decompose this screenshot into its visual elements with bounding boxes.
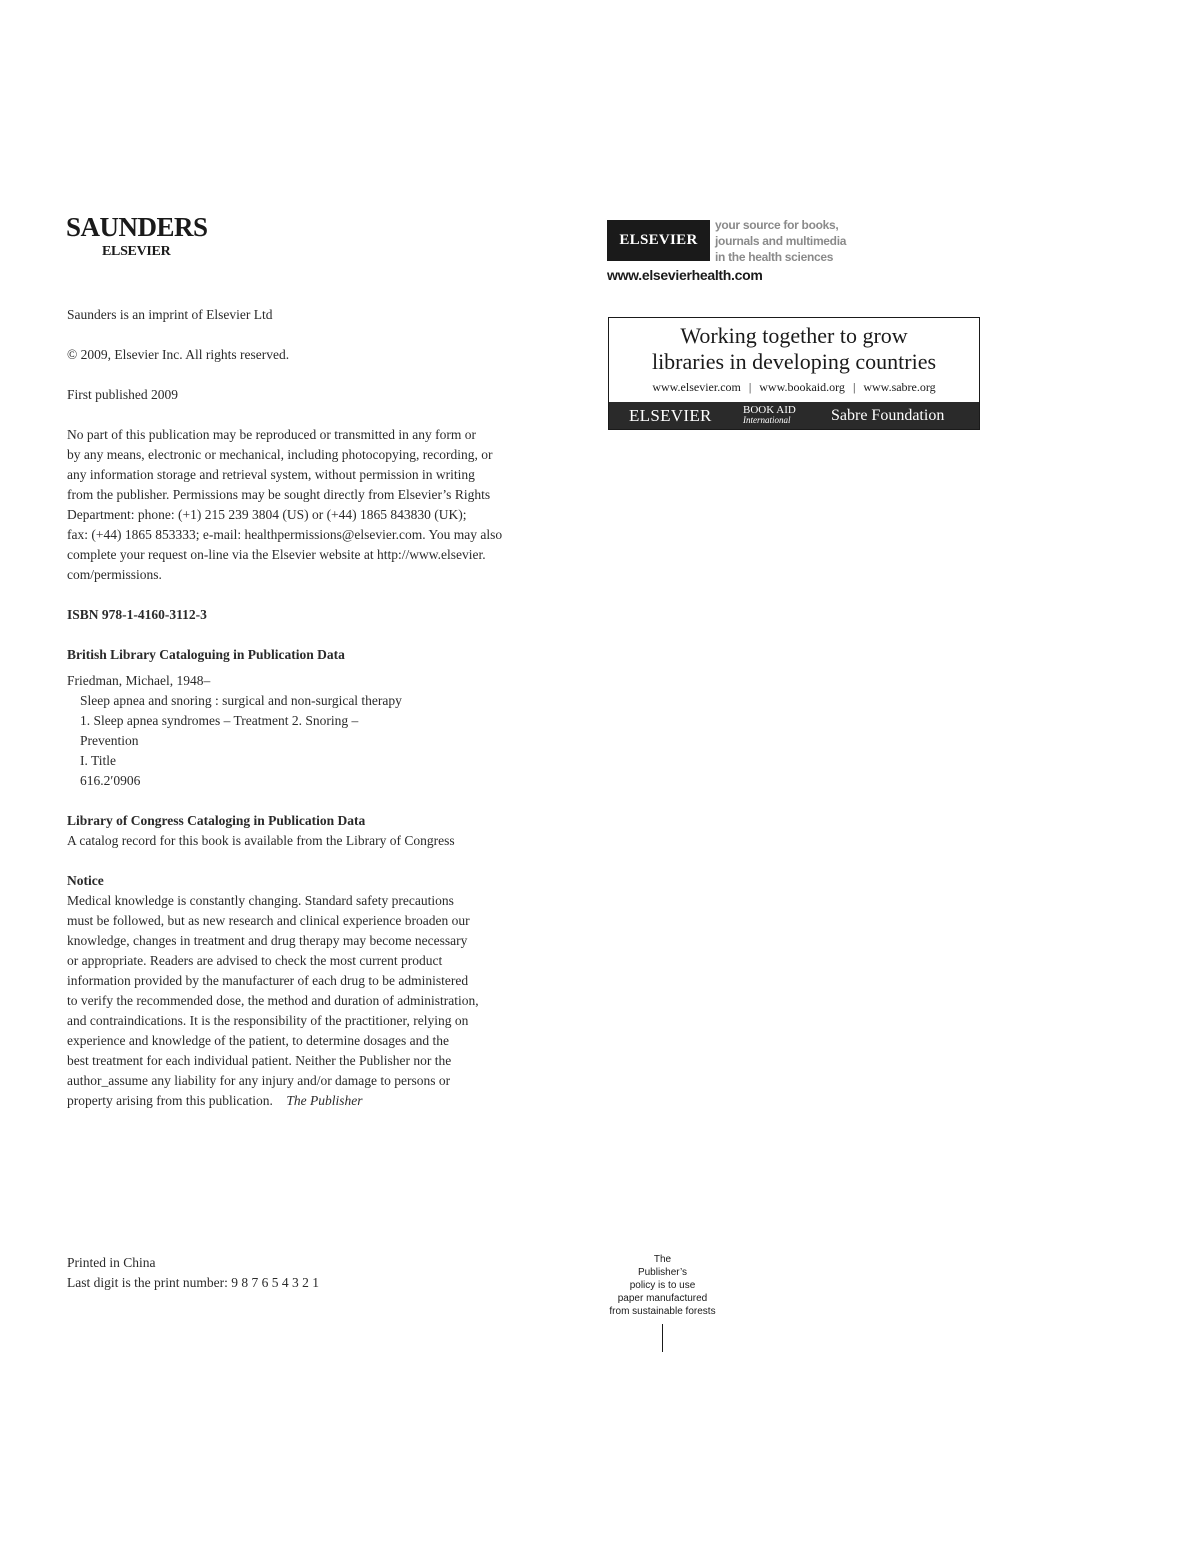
tagline-line: your source for books, — [715, 218, 839, 232]
loc-text: A catalog record for this book is available from the Library of Congress — [67, 833, 455, 848]
isbn: ISBN 978-1-4160-3112-3 — [67, 607, 207, 622]
sponsor-elsevier: ELSEVIER — [629, 405, 712, 425]
copyright-block — [67, 305, 577, 1111]
copyright-line: © 2009, Elsevier Inc. All rights reserved. — [67, 347, 290, 362]
book-aid-title — [609, 323, 979, 375]
notice-final-text: property arising from this publication. — [67, 1093, 273, 1108]
forest-line: from sustainable forests — [609, 1306, 716, 1317]
permissions-line: complete your request on-line via the Elsevier website at http://www.elsevier. — [67, 547, 486, 562]
permissions-paragraph — [67, 425, 577, 585]
permissions-line: any information storage and retrieval system, without permission in writing — [67, 467, 475, 482]
link-separator: | — [852, 380, 856, 394]
link-separator: | — [748, 380, 752, 394]
british-library-line: 1. Sleep apnea syndromes – Treatment 2. Snoring – — [80, 713, 359, 728]
british-library-author: Friedman, Michael, 1948– — [67, 673, 211, 688]
notice-line: knowledge, changes in treatment and drug therapy may become necessary — [67, 933, 468, 948]
link-sabre[interactable]: www.sabre.org — [863, 380, 936, 394]
elsevier-health-logo: ELSEVIER — [607, 220, 710, 261]
link-bookaid[interactable]: www.bookaid.org — [759, 380, 845, 394]
permissions-line: fax: (+44) 1865 853333; e-mail: healthpermissions@elsevier.com. You may also — [67, 527, 503, 542]
permissions-line: by any means, electronic or mechanical, including photocopying, recording, or — [67, 447, 493, 462]
notice-heading: Notice — [67, 873, 104, 888]
british-library-line: Prevention — [80, 733, 139, 748]
link-elsevier[interactable]: www.elsevier.com — [652, 380, 741, 394]
forest-line: The — [653, 1254, 672, 1265]
notice-last-line — [67, 1091, 577, 1111]
notice-line: Medical knowledge is constantly changing. Standard safety precautions — [67, 893, 454, 908]
forest-policy — [600, 1253, 725, 1318]
saunders-logo: SAUNDERS — [66, 212, 208, 242]
notice-signature: The Publisher — [286, 1093, 363, 1108]
book-aid-links — [609, 380, 979, 395]
imprint-line: Saunders is an imprint of Elsevier Ltd — [67, 307, 273, 322]
book-aid-sponsor-bar — [609, 402, 979, 429]
notice-line: and contraindications. It is the responsibility of the practitioner, relying on — [67, 1013, 469, 1028]
sponsor-sabre: Sabre Foundation — [831, 406, 945, 424]
book-aid-title-line: Working together to grow — [680, 323, 908, 348]
forest-policy-rule — [662, 1324, 663, 1352]
notice-line: experience and knowledge of the patient, to determine dosages and the — [67, 1033, 449, 1048]
printed-in: Printed in China — [67, 1255, 156, 1270]
british-library-line: 616.2′0906 — [80, 773, 141, 788]
first-published: First published 2009 — [67, 387, 179, 402]
sponsor-bookaid — [743, 405, 796, 425]
permissions-line: No part of this publication may be reproduced or transmitted in any form or — [67, 427, 477, 442]
elsevier-health-url[interactable]: www.elsevierhealth.com — [607, 267, 763, 283]
notice-line: information provided by the manufacturer of each drug to be administered — [67, 973, 469, 988]
book-aid-title-line: libraries in developing countries — [651, 349, 937, 374]
forest-line: policy is to use — [629, 1280, 696, 1291]
elsevier-tagline — [715, 217, 846, 265]
printing-info — [67, 1253, 319, 1293]
book-aid-panel — [608, 317, 980, 430]
notice-line: must be followed, but as new research and clinical experience broaden our — [67, 913, 470, 928]
tagline-line: journals and multimedia — [715, 234, 847, 248]
notice-line: best treatment for each individual patient. Neither the Publisher nor the — [67, 1053, 452, 1068]
loc-heading: Library of Congress Cataloging in Publication Data — [67, 813, 366, 828]
notice-line: or appropriate. Readers are advised to check the most current product — [67, 953, 443, 968]
permissions-line: from the publisher. Permissions may be sought directly from Elsevier’s Rights — [67, 487, 491, 502]
sponsor-bookaid-name: BOOK AID — [743, 404, 796, 416]
british-library-line: I. Title — [80, 753, 117, 768]
elsevier-logo-small: ELSEVIER — [102, 244, 171, 259]
forest-line: paper manufactured — [617, 1293, 708, 1304]
sponsor-bookaid-sub: International — [743, 415, 791, 425]
forest-line: Publisher’s — [637, 1267, 688, 1278]
print-number: Last digit is the print number: 9 8 7 6 5 4 3 2 1 — [67, 1275, 319, 1290]
permissions-line: Department: phone: (+1) 215 239 3804 (US) or (+44) 1865 843830 (UK); — [67, 507, 467, 522]
permissions-line: com/permissions. — [67, 567, 162, 582]
british-library-line: Sleep apnea and snoring : surgical and non-surgical therapy — [80, 693, 402, 708]
tagline-line: in the health sciences — [715, 250, 834, 264]
british-library-heading: British Library Cataloguing in Publication Data — [67, 647, 345, 662]
notice-line: author_assume any liability for any injury and/or damage to persons or — [67, 1073, 451, 1088]
notice-line: to verify the recommended dose, the method and duration of administration, — [67, 993, 479, 1008]
